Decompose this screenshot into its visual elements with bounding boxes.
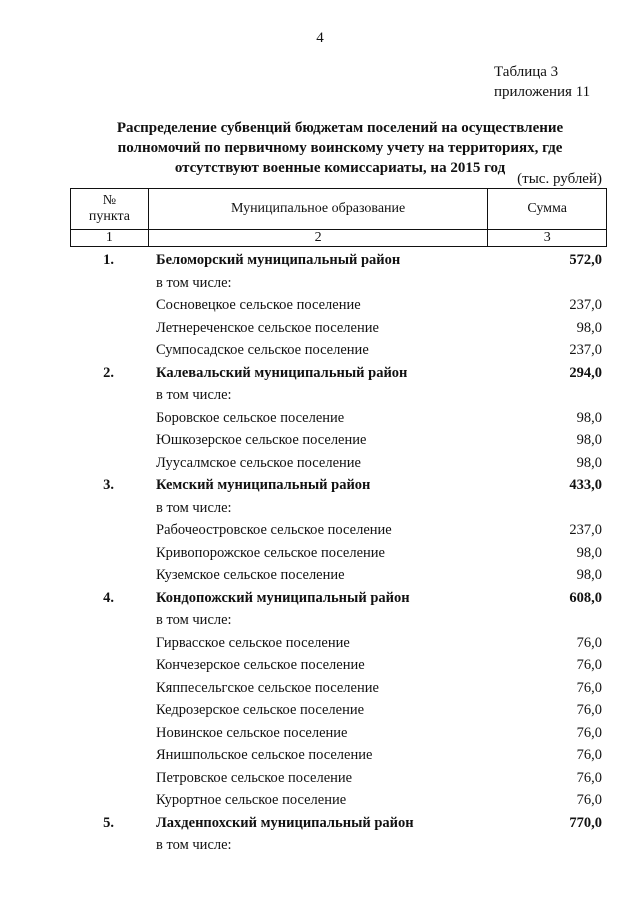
row-name: в том числе: — [156, 499, 232, 516]
row-name: Калевальский муниципальный район — [156, 364, 408, 381]
row-amount: 237,0 — [569, 297, 602, 313]
title-line: Распределение субвенций бюджетам поселений на осуществление — [116, 120, 564, 136]
row-name: Гирвасское сельское поселение — [156, 634, 350, 651]
row-num: 3. — [103, 477, 114, 493]
units-label: (тыс. рублей) — [517, 171, 602, 187]
row-amount: 98,0 — [576, 409, 602, 426]
table-row — [70, 722, 607, 745]
row-name: Луусалмское сельское поселение — [156, 454, 361, 471]
row-name: Летнереченское сельское поселение — [156, 319, 379, 336]
row-amount: 76,0 — [576, 724, 602, 741]
header-col-number: № пункта — [71, 189, 149, 230]
table-row — [70, 519, 607, 542]
row-name: Янишпольское сельское поселение — [156, 747, 373, 763]
appendix-label: приложения 11 — [494, 84, 591, 100]
row-name: Курортное сельское поселение — [156, 792, 347, 808]
table-header — [70, 188, 607, 247]
row-name: Боровское сельское поселение — [156, 409, 345, 426]
row-name: Сосновецкое сельское поселение — [156, 297, 361, 313]
row-amount: 76,0 — [576, 792, 602, 808]
table-row — [70, 789, 607, 812]
row-amount: 608,0 — [569, 589, 602, 606]
row-name: Петровское сельское поселение — [156, 769, 353, 786]
row-amount: 433,0 — [569, 477, 602, 493]
row-name: Лахденпохский муниципальный район — [156, 814, 414, 831]
table-row — [70, 294, 607, 317]
table-row — [70, 497, 607, 520]
row-num: 1. — [103, 252, 114, 268]
row-name: Рабочеостровское сельское поселение — [156, 522, 392, 538]
row-num: 4. — [103, 589, 114, 606]
table-row — [70, 699, 607, 722]
header-col-municipality: Муниципальное образование — [148, 189, 488, 230]
row-name: Беломорский муниципальный район — [156, 252, 401, 268]
table-row — [70, 272, 607, 295]
row-name: Кончезерское сельское поселение — [156, 657, 365, 673]
row-amount: 98,0 — [576, 567, 602, 583]
table-row — [70, 339, 607, 362]
row-name: Кедрозерское сельское поселение — [156, 702, 365, 718]
title-line: отсутствуют военные комиссариаты, на 2015 год — [174, 160, 506, 176]
table-row — [70, 564, 607, 587]
header-index-1: 1 — [71, 230, 149, 247]
row-amount: 76,0 — [576, 634, 602, 651]
row-amount: 76,0 — [576, 747, 602, 763]
row-name: Новинское сельское поселение — [156, 724, 348, 741]
row-num: 5. — [103, 814, 114, 831]
district-row — [70, 587, 607, 610]
document-title — [60, 118, 620, 178]
district-row — [70, 362, 607, 385]
row-amount: 770,0 — [569, 814, 602, 831]
row-amount: 237,0 — [569, 522, 602, 538]
row-num: 2. — [103, 364, 114, 381]
row-name: в том числе: — [156, 274, 232, 291]
row-amount: 98,0 — [576, 319, 602, 336]
row-name: Юшкозерское сельское поселение — [156, 432, 367, 448]
header-col-amount: Сумма — [488, 189, 607, 230]
row-name: Сумпосадское сельское поселение — [156, 342, 369, 358]
row-amount: 76,0 — [576, 657, 602, 673]
table-row — [70, 834, 607, 857]
row-name: Кривопорожское сельское поселение — [156, 544, 385, 561]
row-amount: 76,0 — [576, 769, 602, 786]
row-name: Куземское сельское поселение — [156, 567, 345, 583]
header-index-2: 2 — [148, 230, 488, 247]
table-row — [70, 542, 607, 565]
title-line: полномочий по первичному воинскому учету на территориях, где — [117, 140, 563, 156]
row-name: Кемский муниципальный район — [156, 477, 371, 493]
table-reference — [494, 62, 590, 102]
table-row — [70, 632, 607, 655]
table-row — [70, 609, 607, 632]
table-row — [70, 744, 607, 767]
table-row — [70, 317, 607, 340]
row-amount: 76,0 — [576, 702, 602, 718]
row-name: Кяппесельгское сельское поселение — [156, 679, 379, 696]
row-amount: 98,0 — [576, 432, 602, 448]
row-amount: 572,0 — [569, 252, 602, 268]
row-amount: 237,0 — [569, 342, 602, 358]
table-row — [70, 384, 607, 407]
table-row — [70, 677, 607, 700]
row-name: в том числе: — [156, 612, 232, 628]
row-name: в том числе: — [156, 837, 232, 853]
table-row — [70, 407, 607, 430]
header-index-3: 3 — [488, 230, 607, 247]
table-label: Таблица 3 — [494, 64, 559, 80]
row-name: в том числе: — [156, 387, 232, 403]
table-row — [70, 654, 607, 677]
district-row — [70, 812, 607, 835]
row-amount: 98,0 — [576, 454, 602, 471]
table-row — [70, 767, 607, 790]
row-name: Кондопожский муниципальный район — [156, 589, 410, 606]
row-amount: 294,0 — [569, 364, 602, 381]
district-row — [70, 249, 607, 272]
row-amount: 76,0 — [576, 679, 602, 696]
table-row — [70, 452, 607, 475]
row-amount: 98,0 — [576, 544, 602, 561]
page-number: 4 — [316, 30, 324, 46]
table-body — [70, 249, 607, 857]
table-row — [70, 429, 607, 452]
district-row — [70, 474, 607, 497]
